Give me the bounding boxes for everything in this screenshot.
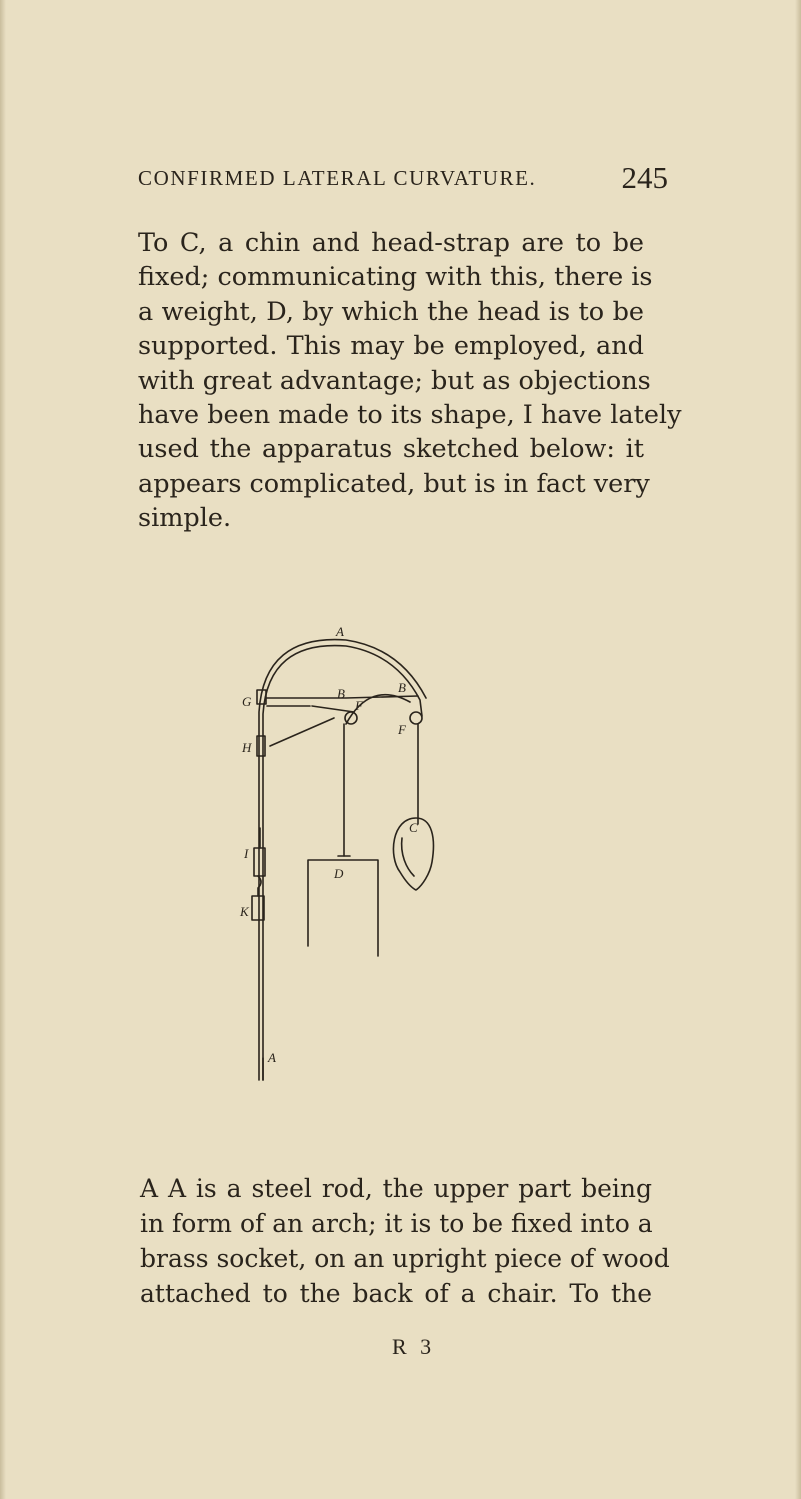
label-f-right: F <box>398 722 406 737</box>
label-b-right: B <box>398 680 406 695</box>
label-g: G <box>242 694 252 709</box>
text-line: with great advantage; but as objections <box>138 365 651 396</box>
text-line: brass socket, on an upright piece of wood <box>140 1244 670 1273</box>
pulley-f-left <box>345 712 357 724</box>
label-c: C <box>409 820 418 835</box>
apparatus-figure <box>240 624 490 1088</box>
text-line: supported. This may be employed, and <box>138 331 644 362</box>
running-head <box>138 160 668 200</box>
signature-mark: R 3 <box>392 1334 436 1359</box>
page-edge-right <box>795 0 801 1499</box>
paragraph-2 <box>140 1171 670 1311</box>
text-line: simple. <box>138 503 232 534</box>
text-line: To C, a chin and head-strap are to be <box>138 228 644 258</box>
text-line: appears complicated, but is in fact very <box>138 468 650 499</box>
text-line: in form of an arch; it is to be fixed into a <box>140 1209 653 1238</box>
text-line: used the apparatus sketched below: it <box>138 434 644 465</box>
label-k: K <box>240 904 249 919</box>
chin-strap-inner <box>402 838 414 876</box>
text-line: A A is a steel rod, the upper part being <box>140 1174 652 1203</box>
label-a-bottom: A <box>268 1050 276 1065</box>
text-line: attached to the back of a chair. To the <box>140 1279 652 1308</box>
paragraph-1 <box>138 226 682 536</box>
text-line: have been made to its shape, I have lately <box>138 400 682 431</box>
text-line: fixed; communicating with this, there is <box>138 262 653 293</box>
cord-right <box>312 706 354 712</box>
page-edge-left <box>0 0 6 1499</box>
text-line: a weight, D, by which the head is to be <box>138 296 644 327</box>
label-f-left: F <box>355 698 363 713</box>
page-number: 245 <box>621 160 668 195</box>
cord-left <box>270 718 334 746</box>
label-h: H <box>242 740 252 755</box>
label-a-top: A <box>336 624 344 639</box>
label-b-left: B <box>337 686 345 701</box>
pulley-f-right <box>410 712 422 724</box>
running-title: CONFIRMED LATERAL CURVATURE. <box>138 166 537 190</box>
label-i: I <box>244 846 249 861</box>
label-d: D <box>334 866 344 881</box>
